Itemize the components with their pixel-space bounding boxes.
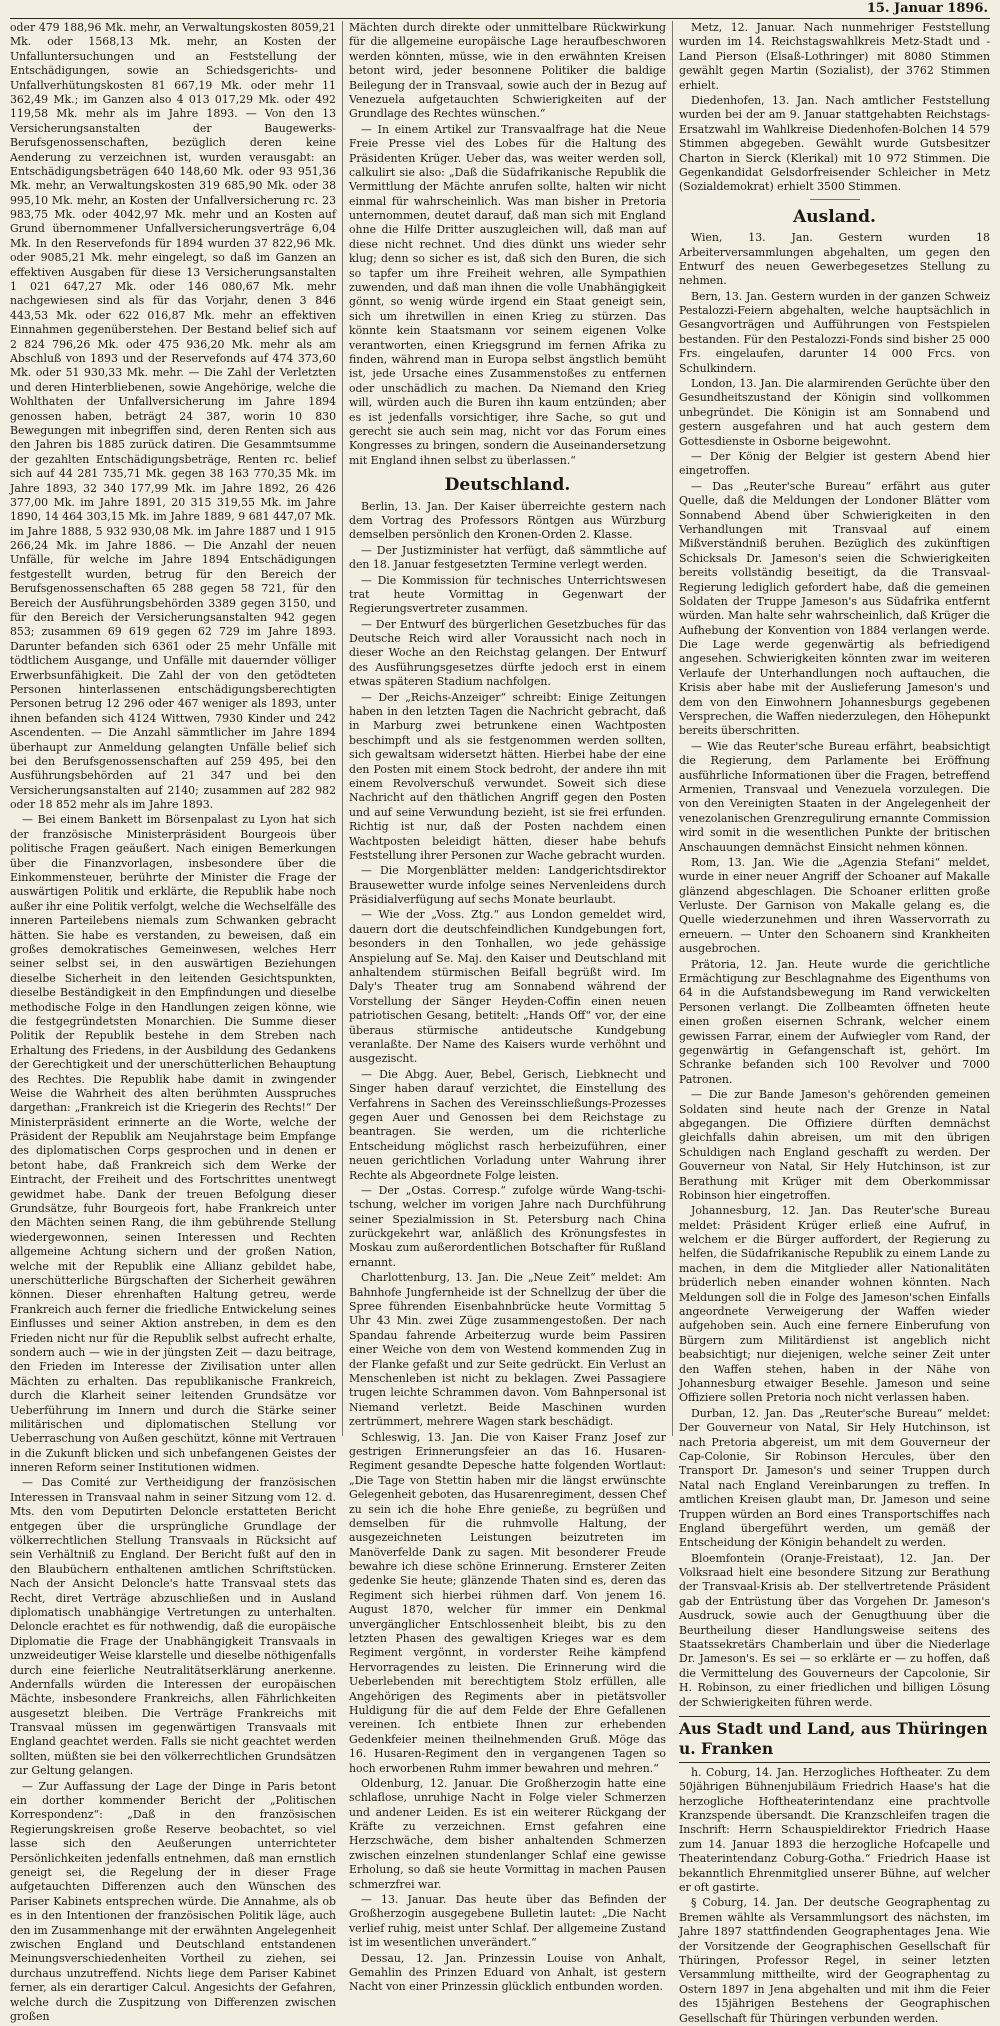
news-item: Diedenhofen, 13. Jan. Nach amtlicher Feststellung wurden bei der am 9. Januar stattgehabten Reichstags-Ersatzwahl im Wahlkreise Diedenhofen-Bolchen 14 579 Stimmen abgegeben. Gewählt wurde Gutsbesitzer Charton in Sierck (Klerikal) mit 10 972 Stimmen. Die Gegenkandidat Gelsdorfreisender Schleicher in Metz (Sozialdemokrat) erhielt 3500 Stimmen. <box>679 93 990 194</box>
news-item: — Der Justizminister hat verfügt, daß sämmtliche auf den 18. Januar festgesetzten Termine verlegt werden. <box>349 543 666 572</box>
article-paragraph: — Das Comité zur Vertheidigung der französischen Interessen in Transvaal nahm in seiner Sitzung vom 12. d. Mts. den vom Deputirten Deloncle erstatteten Bericht entgegen über die ursprüngliche Grundlage der völkerrechtlichen Stellung Transvaals in Rücksicht auf sein Verhältniß zu England. Der Bericht fußt auf den in den Blaubüchern enthaltenen amtlichen Schriftstücken. Nach der Ansicht Deloncle's hatte Transvaal stets das Recht, diret Verträge abzuschließen und in Ausland diplomatisch unabhängige Vertretungen zu unterhalten. Deloncle erachtet es für nothwendig, daß die europäische Diplomatie die Frage der Unabhängigkeit Transvaals in unzweideutiger Weise klarstelle und dieselbe nöthigenfalls durch eine feierliche Neutralitätserklärung anerkenne. Andernfalls würden die Interessen der europäischen Mächte, insbesondere Frankreichs, allen Fährlichkeiten ausgesetzt bleiben. Die Verträge Frankreichs mit Transvaal müssen im gegenwärtigen Transvaals mit England geachtet werden. Falls sie nicht geachtet werden sollten, müßten sie bei den völkerrechtlichen Grundsätzen zur Geltung gelangen. <box>10 1476 336 1778</box>
news-item: Charlottenburg, 13. Jan. Die „Neue Zeit“ meldet: Am Bahnhofe Jungfernheide ist der Schnellzug der über die Spree führenden Eisenbahnbrücke heute Vormittag 5 Uhr 43 Min. zwei Züge zusammengestoßen. Der nach Spandau fahrende Arbeiterzug wurde beim Passiren einer Weiche von dem von Westend kommenden Zug in der Flanke gefaßt und zur Seite gedrückt. Ein Verlust an Menschenleben ist nicht zu beklagen. Zwei Passagiere trugen leichte Schrammen davon. Vom Bahnpersonal ist Niemand verletzt. Beide Maschinen wurden zertrümmert, mehrere Wagen stark beschädigt. <box>349 1271 666 1429</box>
news-item: Johannesburg, 12. Jan. Das Reuter'sche Bureau meldet: Präsident Krüger erließ eine Aufruf, in welchem er die Bürger auffordert, der Regierung zu helfen, die Südafrikanische Republik zu einem Lande zu machen, in dem die Mitglieder aller Nationalitäten brüderlich neben einander wohnen könnten. Nach Meldungen soll die in Folge des Jameson'schen Einfalls angeordnete Verweigerung der Waffen wieder aufgehoben sein. Auch eine fernere Einberufung von Bürgern zum Militärdienst ist angeblich nicht beabsichtigt; nur diejenigen, welche seiner Zeit unter den Waffen stehen, haben in der Nähe von Johannesburg etwaiger Besehle. Jameson und seine Offiziere sollen Pretoria noch nicht verlassen haben. <box>679 1204 990 1405</box>
news-item: — Die zur Bande Jameson's gehörenden gemeinen Soldaten sind heute nach der Grenze in Natal abgegangen. Die Offiziere dürften demnächst gleichfalls dahin abreisen, um mit den übrigen Schuldigen nach England geschafft zu werden. Der Gouverneur von Natal, Sir Hely Hutchinson, ist zur Berathung mit Krüger mit dem Oberkommissar Robinson hier eingetroffen. <box>679 1088 990 1202</box>
news-item: — Der „Ostas. Corresp.“ zufolge würde Wang-tschi-tschung, welcher im vorigen Jahre nach Durchführung seiner Spezialmission in St. Petersburg nach China zurückgekehrt war, anläßlich des Krönungsfestes in Moskau zum außerordentlichen Botschafter für Rußland ernannt. <box>349 1183 666 1269</box>
news-item: Metz, 12. Januar. Nach nunmehriger Feststellung wurden im 14. Reichstagswahlkreis Metz-Stadt und -Land Pierson (Elsaß-Lothringer) mit 8080 Stimmen gewählt gegen Martin (Sozialist), der 3762 Stimmen erhielt. <box>679 21 990 92</box>
issue-date: 15. Januar 1896. <box>866 1 988 16</box>
news-item: — Der „Reichs-Anzeiger“ schreibt: Einige Zeitungen haben in den letzten Tagen die Nachricht gebracht, daß in Marburg zwei betrunkene einen Wachtposten beschimpft und als sie festgenommen werden sollten, sich gewaltsam widersetzt hätten. Hierbei habe der eine den Posten mit einem Stock bedroht, der andere ihn mit einem Revolverschuß verwundet. Soweit sich diese Nachricht auf den thätlichen Angriff gegen den Posten und auf seine Verwundung bezieht, ist sie frei erfunden. Richtig ist nur, daß der Posten nachdem einen Wachtposten beleidigt hätten, dieser habe behufs Feststellung ihrer Personen zur Wache gebracht wurden. <box>349 690 666 862</box>
column-middle <box>342 21 672 1994</box>
article-paragraph: — Zur Auffassung der Lage der Dinge in Paris betont ein dorther kommender Bericht der „Politischen Korrespondenz“: „Daß in den französischen Regierungskreisen große Reserve beobachtet, so viel lasse sich den Aeußerungen unterrichteter Persönlichkeiten jedenfalls entnehmen, daß man ernstlich geneigt sei, die Regelung der in dieser Frage aufgetauchten Differenzen auch den Wünschen des Pariser Kabinets entsprechen würde. Die Annahme, als ob es in den Intentionen der französischen Politik läge, auch den im Zusammenhange mit der erwähnten Angelegenheit zwischen England und Deutschland entstandenen Meinungsverschiedenheiten Vortheil zu ziehen, sei durchaus unzutreffend. Nichts liege dem Pariser Kabinet ferner, als ein derartiger Calcul. Angesichts der Gefahren, welche durch die Zuspitzung von Differenzen zwischen großen <box>10 1779 336 2023</box>
news-item: Oldenburg, 12. Januar. Die Großherzogin hatte eine schlaflose, unruhige Nacht in Folge vieler Schmerzen und andener Leiden. Es ist ein weiterer Rückgang der Kräfte zu verzeichnen. Ernst gefahren eine Herzschwäche, dem bisher anhaltenden Schmerzen zwischen einzelnen stundenlanger Schlaf eine gewisse Erholung, so daß sie heute Vormittag in machen Pausen schmerzfrei war. <box>349 1776 666 1891</box>
columns <box>10 21 990 2025</box>
news-item: § Coburg, 14. Jan. Der deutsche Geographentag zu Bremen wählte als Versammlungsort des nächsten, im Jahre 1897 stattfindenden Geographentages Jena. Wie der Vorsitzende der Geographischen Gesellschaft für Thüringen, Professor Regel, in seiner letzten Versammlung mittheilte, wird der Geographentag zu Ostern 1897 in Jena abgehalten und mit ihm die Feier des 15jährigen Bestehens der Geographischen Gesellschaft für Thüringen verbunden werden. <box>679 1896 990 2025</box>
news-item: — Wie das Reuter'sche Bureau erfährt, beabsichtigt die Regierung, dem Parlamente bei Eröffnung ausführliche Informationen über die Fragen, betreffend Armenien, Transvaal und Venezuela vorzulegen. Die von den Vereinigten Staaten in der Angelegenheit der venezolanischen Grenzregulirung ernannte Commission wird somit in die wesentlichen Punkte der britischen Anschauungen demnächst Einsicht nehmen können. <box>679 739 990 854</box>
section-heading-stadt-und-land: Aus Stadt und Land, aus Thüringen u. Franken <box>679 1716 990 1763</box>
section-heading-deutschland: Deutschland. <box>444 475 571 496</box>
section-heading-ausland: Ausland. <box>793 206 876 227</box>
divider <box>810 199 860 200</box>
news-item: Dessau, 12. Jan. Prinzessin Louise von Anhalt, Gemahlin des Prinzen Eduard von Anhalt, ist gestern Nacht von einer Prinzessin glücklich entbunden worden. <box>349 1951 666 1994</box>
news-item: — Die Kommission für technisches Unterrichtswesen trat heute Vormittag in Gegenwart der Regierungsvertreter zusammen. <box>349 573 666 616</box>
news-item: — Die Morgenblätter melden: Landgerichtsdirektor Brausewetter wurde infolge seines Nervenleidens durch Präsidialverfügung auf sechs Monate beurlaubt. <box>349 864 666 907</box>
article-paragraph: — Bei einem Bankett im Börsenpalast zu Lyon hat sich der französische Ministerpräsident Bourgeois über politische Fragen geäußert. Nach einigen Bemerkungen über die Finanzvorlagen, insbesondere über die Einkommensteuer, berührte der Minister die Frage der auswärtigen Politik und erklärte, die Republik habe noch außer ihr eine Politik verfolgt, welche die Wechselfälle des inneren Parteilebens niemals zum Schwanken gebracht hätten. Sie habe es verstanden, zu beweisen, daß ein großes demokratisches Gemeinwesen, welches Herr seiner selbst sei, in den auswärtigen Beziehungen dieselbe Sicherheit in den leitenden Gesichtspunkten, dieselbe Beständigkeit in den Empfindungen und dieselbe methodische Folge in den Handlungen zeigen könne, wie die festgegründetsten Monarchien. Die Summe dieser Politik der Republik bestehe in dem Streben nach Erhaltung des Friedens, in der Ausbildung des Gedankens der Gerechtigkeit und der unerschütterlichen Behauptung des Rechtes. Die Republik habe damit in zwingender Weise die Wahrheit des alten berühmten Ausspruches dargethan: „Frankreich ist die Kriegerin des Rechts!“ Der Ministerpräsident erinnerte an die Worte, welche der Präsident der Republik am Neujahrstage beim Empfange des diplomatischen Corps gesprochen und in denen er betont habe, daß Frankreich sich dem Werke der Eintracht, der Freiheit und des Fortschrittes unentwegt gewidmet habe. Dank der treuen Befolgung dieser Grundsätze, fuhr Bourgeois fort, habe Frankreich unter den Mächten seinen Rang, die ihm gebührende Stellung wiedergewonnen, seinen Interessen und Rechten allgemeine Achtung sichern und der großen Nation, welche mit der Republik eine Allianz gebildet habe, unerschütterliche Bürgschaften der Sicherheit gewähren können. Dieser ehrenhaften Haltung getreu, werde Frankreich auch ferner die friedliche Entwickelung seines Einflusses und seiner Aktion anstreben, in dem es den Frieden nicht nur für die Republik selbst aufrecht erhalte, sondern auch — wie in der jüngsten Zeit — dazu beitrage, den Frieden im Interesse der Zivilisation unter allen Mächten zu erhalten. Das republikanische Frankreich, durch die Klarheit seiner leitenden Grundsätze vor Ueberführung im Innern und durch die Stärke seiner militärischen und diplomatischen Stellung vor Ueberraschung von Außen geschützt, könne mit Vertrauen in die Zukunft blicken und sich unbefangenen Geistes der inneren Reform seiner Institutionen widmen. <box>10 813 336 1475</box>
news-item: London, 13. Jan. Die alarmirenden Gerüchte über den Gesundheitszustand der Königin sind vollkommen unbegründet. Die Königin ist am Sonnabend und gestern ausgefahren und hat auch gestern dem Gottesdienste in Osborne beigewohnt. <box>679 377 990 448</box>
article-paragraph: oder 479 188,96 Mk. mehr, an Verwaltungskosten 8059,21 Mk. oder 1568,13 Mk. mehr, an Kosten der Unfalluntersuchungen und an Feststellung der Entschädigungen, sowie an Schiedsgerichts- und Unfallverhütungskosten 81 667,19 Mk. oder mehr 11 362,49 Mk.; im Ganzen also 4 013 017,29 Mk. oder 492 119,58 Mk. mehr als im Jahre 1893. — Von den 13 Versicherungsanstalten der Baugewerks-Berufsgenossenschaften, bezüglich deren keine Aenderung zu verzeichnen ist, wurden verausgabt: an Entschädigungsbeträgen 640 148,60 Mk. oder 93 951,36 Mk. mehr, an Verwaltungskosten 319 685,90 Mk. oder 38 995,10 Mk. mehr, an Kosten der Unfallversicherung rc. 23 983,75 Mk. oder 4042,97 Mk. mehr und an Kosten auf Grund übernommener Unfallversicherungsverträge 6,04 Mk. In den Reservefonds für 1894 wurden 37 822,96 Mk. oder 9085,21 Mk. mehr eingelegt, so daß im Ganzen an effektiven Ausgaben für diese 13 Versicherungsanstalten 1 021 647,27 Mk. oder 146 080,67 Mk. mehr nachgewiesen sind als für das Vorjahr, denen 3 846 443,53 Mk. oder 622 016,87 Mk. mehr an effektiven Einnahmen gegenüberstehen. Der Bestand belief sich auf 2 824 796,26 Mk. oder 475 936,20 Mk. mehr als am Abschluß von 1893 und der Reservefonds auf 474 373,60 Mk. oder 51 930,33 Mk. mehr. — Die Zahl der Verletzten und deren Hinterbliebenen, sowie Angehörige, welche die Wohlthaten der Unfallversicherung im Jahre 1894 genossen haben, beträgt 24 387, worin 10 830 Bewegungen mit inbegriffen sind, deren Renten sich aus den Jahren bis 1885 zurück datiren. Die Gesammtsumme der gezahlten Entschädigungsbeträge, Renten rc. belief sich auf 44 281 735,71 Mk. gegen 38 163 770,35 Mk. im Jahre 1893, 32 340 177,99 Mk. im Jahre 1892, 26 426 377,00 Mk. im Jahre 1891, 20 315 319,55 Mk. im Jahre 1890, 14 464 303,15 Mk. im Jahre 1889, 9 681 447,07 Mk. im Jahre 1888, 5 932 930,08 Mk. im Jahre 1887 und 1 915 266,24 Mk. im Jahre 1886. — Die Anzahl der neuen Unfälle, für welche im Jahre 1894 Entschädigungen festgestellt wurden, betrug für den Bereich der Berufsgenossenschaften 65 288 gegen 58 721, für den Bereich der Ausführungsbehörden 3389 gegen 3150, und für den Bereich der Versicherungsanstalten 942 gegen 853; zusammen 69 619 gegen 62 729 im Jahre 1893. Darunter befanden sich 6361 oder 25 mehr Unfälle mit tödtlichem Ausgange, und Unfälle mit dauernder völliger Erwerbsunfähigkeit. Die Zahl der von den getödteten Personen hinterlassenen entschädigungsberechtigten Personen betrug 12 296 oder 467 weniger als 1893, unter ihnen befanden sich 4124 Wittwen, 7930 Kinder und 242 Ascendenten. — Die Anzahl sämmtlicher im Jahre 1894 überhaupt zur Anmeldung gelangten Unfälle belief sich bei den Berufsgenossenschaften auf 259 495, bei den Ausführungsbehörden auf 21 347 und bei den Versicherungsanstalten auf 2140; zusammen auf 282 982 oder 18 852 mehr als im Jahre 1893. <box>10 21 336 812</box>
news-item: — Der Entwurf des bürgerlichen Gesetzbuches für das Deutsche Reich wird aller Voraussicht nach noch in dieser Woche an den Reichstag gelangen. Der Entwurf des Ausführungsgesetzes dürfte jedoch erst in einem etwas späteren Stadium nachfolgen. <box>349 617 666 689</box>
masthead <box>10 1 990 19</box>
news-item: — 13. Januar. Das heute über das Befinden der Großherzogin ausgegebene Bulletin lautet: „Die Nacht verlief ruhig, meist unter Schlaf. Der allgemeine Zustand ist im wesentlichen unverändert.“ <box>349 1893 666 1950</box>
news-item: Wien, 13. Jan. Gestern wurden 18 Arbeiterversammlungen abgehalten, um gegen den Entwurf des neuen Gewerbegesetzes Stellung zu nehmen. <box>679 231 990 288</box>
news-item: Schleswig, 13. Jan. Die von Kaiser Franz Josef zur gestrigen Erinnerungsfeier an das 16. Husaren-Regiment gesandte Depesche hatte folgenden Wortlaut: „Die Tage von Stettin haben mir die längst erwünschte Gelegenheit geboten, das Husarenregiment, dessen Chef zu sein ich die hohe Ehre genieße, zu begrüßen und demselben für die ruhmvolle Haltung, der ausgezeichneten Leistungen beizutreten im Manöverfelde Dank zu sagen. Mit besonderer Freude bewahre ich diese schöne Erinnerung. Ernsterer Zeiten gedenke Sie heute; glänzende Thaten sind es, deren das Regiment sich hierbei rühmen darf. Von jenem 16. August 1870, welcher für immer ein Denkmal unvergänglicher Entschlossenheit bleibt, bis zu den letzten Phasen des gewaltigen Krieges war es dem Regiment vergönnt, in vorderster Reihe kämpfend Hervorragendes zu leisten. Die Erinnerung wird die Ueberlebenden mit berechtigtem Stolz erfüllen, alle Angehörigen des Regiments aber in pietätsvoller Huldigung für die auf dem Felde der Ehre Gefallenen vereinen. Ich entbiete Ihnen zur erhebenden Gedenkfeier meinen theilnehmenden Gruß. Möge das 16. Husaren-Regiment den in vergangenen Tagen so hoch erworbenen Ruhm immer bewahren und mehren.“ <box>349 1430 666 1775</box>
article-paragraph: Mächten durch direkte oder unmittelbare Rückwirkung für die allgemeine europäische Lage heraufbeschworen werden könnten, müsse, wie in den erwähnten Kreisen betont wird, jeder besonnene Politiker die baldige Beilegung der in Transvaal, sowie auch der in Bezug auf Venezuela aufgetauchten Schwierigkeiten auf der Grundlage des Rechtes wünschen.“ <box>349 21 666 121</box>
news-item: — Der König der Belgier ist gestern Abend hier eingetroffen. <box>679 449 990 478</box>
article-paragraph: — In einem Artikel zur Transvaalfrage hat die Neue Freie Presse viel des Lobes für die Haltung des Präsidenten Krüger. Ueber das, was weiter werden soll, calkulirt sie also: „Daß die Südafrikanische Republik die Vermittlung der Mächte anrufen sollte, halten wir nicht einmal für wahrscheinlich. Was man bisher in Pretoria unternommen, deutet darauf, daß man sich mit England ohne die Hilfe Dritter auszugleichen will, daß man auf diese nicht rechnet. Und dies dünkt uns wieder sehr klug; denn so sicher es ist, daß sich den Buren, die sich so tapfer um ihre Freiheit wehren, alle Sympathien zuwenden, und daß man ihnen die volle Unabhängigkeit gönnt, so wenig würde irgend ein Staat geneigt sein, sich um ihretwillen in einen Krieg zu stürzen. Das könnte kein Staatsmann vor seinem eigenen Volke verantworten, einen Kriegsgrund im fernen Afrika zu finden, während man in Europa selbst ängstlich bemüht ist, jede Ursache eines Zusammenstoßes zu entfernen oder unschädlich zu machen. Da Niemand den Krieg will, würden auch die Buren ihn kaum entzünden; aber es ist jedenfalls vorsichtiger, ihre Sache, so gut und gerecht sie auch sein mag, nicht vor das Forum eines Kongresses zu bringen, sondern die Auseinandersetzung mit England ihnen selbst zu überlassen.“ <box>349 122 666 467</box>
news-item: Rom, 13. Jan. Wie die „Agenzia Stefani“ meldet, wurde in einer neuer Angriff der Schoaner auf Makalle glänzend abgeschlagen. Die Schoaner erlitten große Verluste. Der Garnison von Makalle gelang es, die Quelle wiederzunehmen und ihren Wasservorrath zu erneuern. — Unter den Schoanern sind Krankheiten ausgebrochen. <box>679 855 990 956</box>
news-item: Durban, 12. Jan. Das „Reuter'sche Bureau“ meldet: Der Gouverneur von Natal, Sir Hely Hutchinson, ist nach Pretoria abgereist, um mit dem Gouverneur der Cap-Colonie, Sir Robinson Hercules, über den Transport Dr. Jameson's und seiner Truppen durch Natal nach England Vereinbarungen zu treffen. In amtlichen Kreisen glaubt man, Dr. Jameson und seine Truppen würden an Bord eines Transportschiffes nach England übergeführt werden, um gemäß der Entscheidung der Königin behandelt zu werden. <box>679 1406 990 1550</box>
news-item: h. Coburg, 14. Jan. Herzogliches Hoftheater. Zu dem 50jährigen Bühnenjubiläum Friedrich Haase's hat die herzogliche Hoftheaterintendanz eine prachtvolle Kranzspende übersandt. Die Kranzschleifen tragen die Inschrift: Herrn Schauspieldirektor Friedrich Haase zum 14. Januar 1893 die herzogliche Hofcapelle und Theaterintendanz Coburg-Gotha.“ Friedrich Haase ist bekanntlich Ehrenmitglied unserer Bühne, auf welcher er oft gastirte. <box>679 1765 990 1894</box>
news-item: Bern, 13. Jan. Gestern wurden in der ganzen Schweiz Pestalozzi-Feiern abgehalten, welche hauptsächlich in Gesangvorträgen und Aufführungen von Festspielen bestanden. Für den Pestalozzi-Fonds sind bisher 25 000 Frs. eingelaufen, darunter 14 000 Frcs. von Schulkindern. <box>679 289 990 375</box>
news-item: Prätoria, 12. Jan. Heute wurde die gerichtliche Ermächtigung zur Beschlagnahme des Eigenthums von 64 in die Aufstandsbewegung im Rand verwickelten Personen verlangt. Die Zollbeamten öffneten heute einen großen eisernen Schrank, welcher einem gewissen Farrar, einem der Aufwiegler vom Rand, der gegenwärtig in Gefangenschaft ist, gehört. Im Schranke befanden sich 100 Revolver und 7000 Patronen. <box>679 957 990 1086</box>
news-item: Berlin, 13. Jan. Der Kaiser überreichte gestern nach dem Vortrag des Professors Röntgen aus Würzburg demselben persönlich den Kronen-Orden 2. Klasse. <box>349 499 666 542</box>
news-item: — Das „Reuter'sche Bureau“ erfährt aus guter Quelle, daß die Meldungen der Londoner Blätter vom Sonnabend Abend über Schwierigkeiten in den Verhandlungen mit Transvaal auf einem Mißverständniß beruhen. Bezüglich des zukünftigen Schicksals Dr. Jameson's seien die Schwierigkeiten bereits vollständig beseitigt, da die Transvaal-Regierung lediglich gefordert habe, daß die gemeinen Soldaten der Truppe Jameson's aus Südafrika entfernt würden. Man halte sehr wahrscheinlich, daß Krüger die Aufhebung der Konvention von 1884 verlangen werde. Die Lage werde gegenwärtig als befriedigend angesehen. Schwierigkeiten könnten zwar im weiteren Verlaufe der Unterhandlungen noch auftauchen, die Krisis aber habe mit der Auslieferung Jameson's und dem von den Einwohnern Johannesburgs gegebenen Versprechen, die Waffen niederzulegen, den Höhepunkt bereits überschritten. <box>679 479 990 738</box>
column-right <box>672 21 990 2025</box>
news-item: Bloemfontein (Oranje-Freistaat), 12. Jan. Der Volksraad hielt eine besondere Sitzung zur Berathung der Transvaal-Krisis ab. Der stellvertretende Präsident gab der Entrüstung über das Vorgehen Dr. Jameson's Ausdruck, sowie auch der Genugthuung über die Beurtheilung dieser Handlungsweise seitens des Staatssekretärs Chamberlain und über die Niederlage Dr. Jameson's. Es sei — so erklärte er — zu hoffen, daß die Vermittelung des Gouverneurs der Capcolonie, Sir H. Robinson, zu einer friedlichen und billigen Lösung der Schwierigkeiten führen werde. <box>679 1551 990 1709</box>
column-left <box>10 21 342 2023</box>
news-item: — Wie der „Voss. Ztg.“ aus London gemeldet wird, dauern dort die deutschfeindlichen Kundgebungen fort, besonders in den Tonhallen, wo jede gehässige Anspielung auf Se. Maj. den Kaiser und Deutschland mit anhaltendem stürmischen Beifall begrüßt wird. Im Daly's Theater trug am Sonnabend während der Vorstellung der Sänger Heyden-Coffin einen neuen patriotischen Gesang, betitelt: „Hands Off“ vor, der eine überaus stürmische antideutsche Kundgebung veranlaßte. Der Name des Kaisers wurde verhöhnt und ausgezischt. <box>349 908 666 1066</box>
news-item: — Die Abgg. Auer, Bebel, Gerisch, Liebknecht und Singer haben darauf verzichtet, die Einstellung des Verfahrens in Sachen des Vereinsschließungs-Prozesses gegen Auer und Genossen bei dem Reichstage zu beantragen. Sie werden, um die richterliche Entscheidung möglichst rasch herbeizuführen, einer neuen gerichtlichen Vorladung unter Wahrung ihrer Rechte als Abgeordnete Folge leisten. <box>349 1067 666 1182</box>
